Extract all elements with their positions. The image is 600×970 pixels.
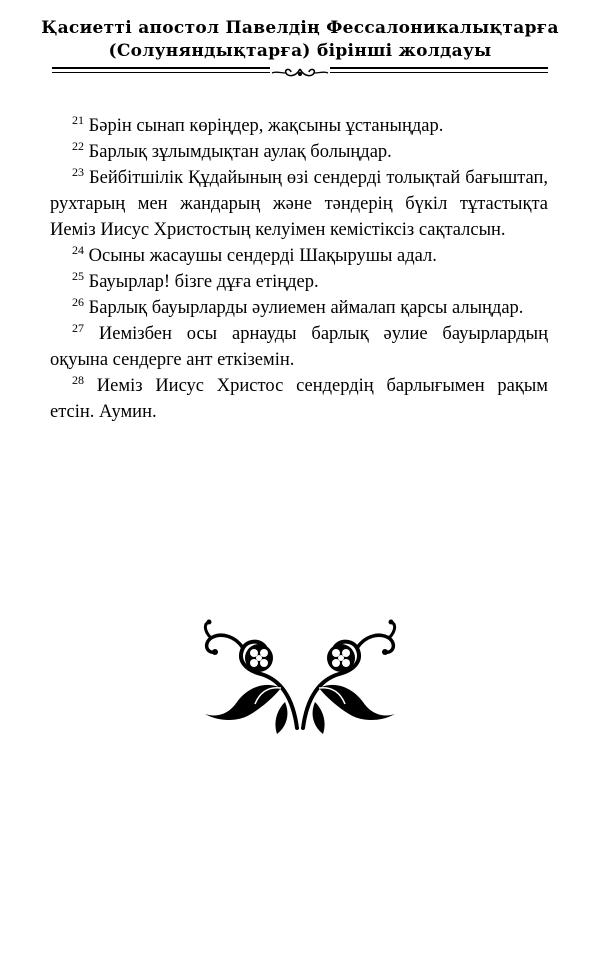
verse-number: 28	[72, 373, 84, 387]
verse-28	[50, 373, 548, 425]
verse-24	[50, 243, 548, 269]
verse-number: 25	[72, 269, 84, 283]
floral-ornament-icon	[185, 618, 415, 738]
verse-number: 24	[72, 243, 84, 257]
verse-number: 27	[72, 321, 84, 335]
verse-text: Бейбітшілік Құдайының өзі сендерді толықтай бағыштап, рухтарың мен жандарың және тәндерің бүкіл тұтастықта Иеміз Иисус Христостың келуімен кемістіксіз сақталсын.	[50, 168, 548, 240]
verse-23	[50, 165, 548, 243]
verse-27	[50, 321, 548, 373]
page-title-line-2: (Солуняндықтарға) бірінші жолдауы	[108, 41, 492, 61]
verse-26	[50, 295, 548, 321]
verse-text: Иемізбен осы арнауды барлық әулие бауырлардың оқуына сендерге ант еткіземін.	[50, 324, 548, 370]
verse-text: Бауырлар! бізге дұға етіңдер.	[88, 272, 319, 292]
verse-22	[50, 139, 548, 165]
verse-text: Барлық зұлымдықтан аулақ болыңдар.	[88, 142, 392, 162]
verse-number: 21	[72, 113, 84, 127]
verse-number: 23	[72, 165, 84, 179]
page-title-line-1: Қасиетті апостол Павелдің Фессалоникалықтарға	[41, 18, 559, 38]
verse-25	[50, 269, 548, 295]
verse-number: 22	[72, 139, 84, 153]
verse-text: Бәрін сынап көріңдер, жақсыны ұстаныңдар.	[88, 116, 444, 136]
verse-number: 26	[72, 295, 84, 309]
verse-21	[50, 113, 548, 139]
header-flourish-icon	[270, 65, 330, 81]
verse-text: Осыны жасаушы сендерді Шақырушы адал.	[88, 246, 437, 266]
verse-text: Иеміз Иисус Христос сендердің барлығымен рақым етсін. Аумин.	[50, 376, 548, 422]
verse-list	[50, 113, 548, 425]
verse-text: Барлық бауырларды әулиемен аймалап қарсы алыңдар.	[88, 298, 524, 318]
